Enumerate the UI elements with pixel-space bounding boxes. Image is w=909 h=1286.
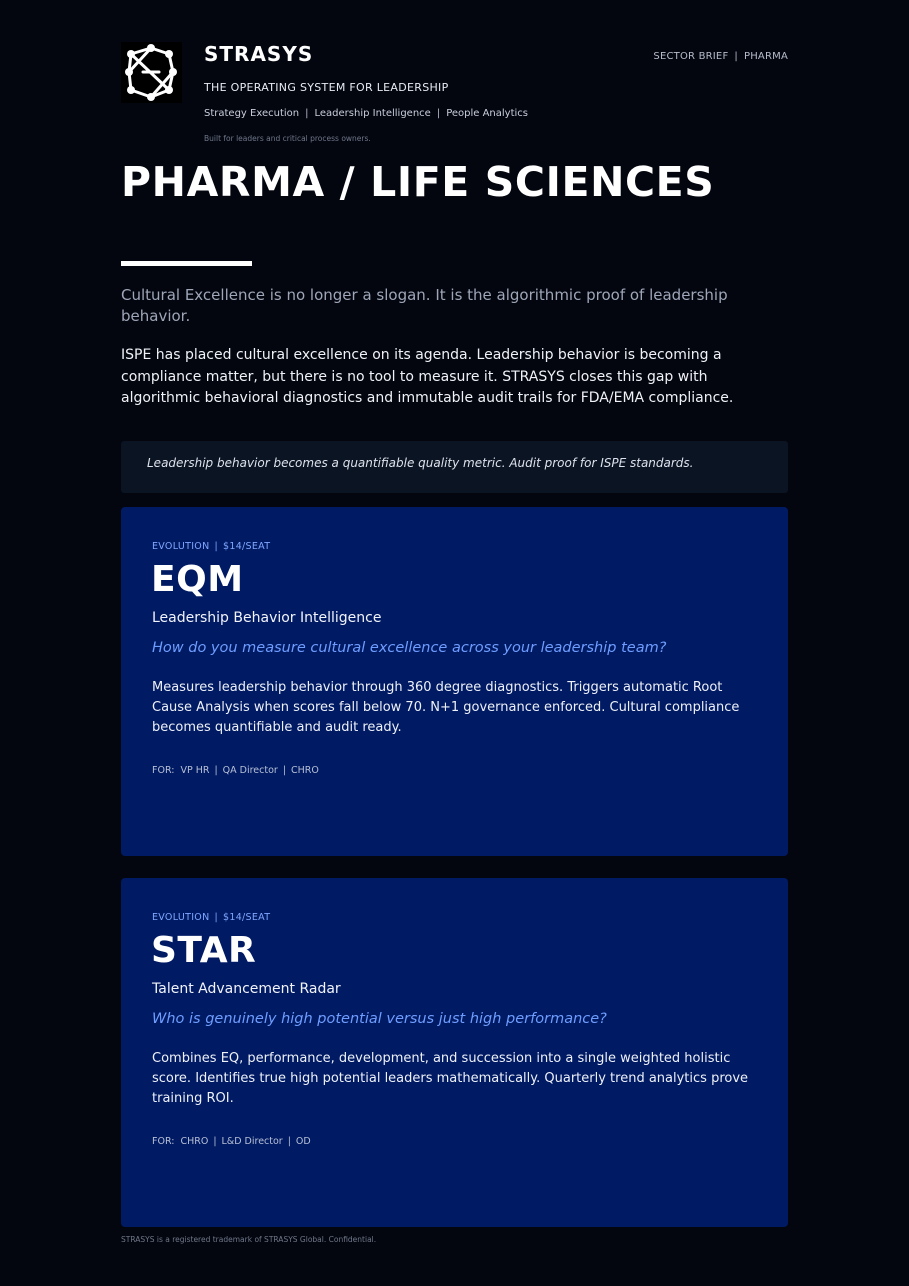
card-subtitle: Talent Advancement Radar bbox=[152, 981, 341, 997]
audience-item: QA Director bbox=[222, 765, 278, 776]
audience-item: OD bbox=[295, 1136, 311, 1147]
card-title: STAR bbox=[151, 930, 257, 971]
card-tier: EVOLUTION bbox=[152, 912, 210, 923]
separator: | bbox=[214, 541, 218, 552]
sector-value: PHARMA bbox=[743, 51, 788, 62]
separator: | bbox=[436, 108, 441, 119]
separator: | bbox=[214, 765, 218, 776]
card-title: EQM bbox=[151, 559, 244, 600]
card-tier: EVOLUTION bbox=[152, 541, 210, 552]
services-list bbox=[204, 108, 528, 119]
card-description: Measures leadership behavior through 360 degree diagnostics. Triggers automatic Root Cause Analysis when scores fall below 70. N+1 governance enforced. Cultural compliance becomes quantifiable and audit ready. bbox=[152, 680, 740, 735]
product-card-star bbox=[121, 878, 788, 1227]
audience-item: VP HR bbox=[180, 765, 210, 776]
body-paragraph: ISPE has placed cultural excellence on its agenda. Leadership behavior is becoming a compliance matter, but there is no tool to measure it. STRASYS closes this gap with algorithmic behavioral diagnostics and immutable audit trails for FDA/EMA compliance. bbox=[121, 347, 734, 406]
callout-box bbox=[121, 441, 788, 493]
card-description: Combines EQ, performance, development, and succession into a single weighted holistic score. Identifies true high potential leaders mathematically. Quarterly trend analytics prove training ROI. bbox=[152, 1051, 749, 1106]
card-price: $14/SEAT bbox=[223, 912, 271, 923]
separator: | bbox=[213, 1136, 217, 1147]
service-leadership-intelligence: Leadership Intelligence bbox=[314, 108, 431, 119]
brand-tagline: THE OPERATING SYSTEM FOR LEADERSHIP bbox=[204, 81, 449, 94]
lead-paragraph: Cultural Excellence is no longer a slogan. It is the algorithmic proof of leadership behavior. bbox=[121, 286, 728, 325]
sector-brief-label: SECTOR BRIEF bbox=[653, 51, 729, 62]
audience-label: FOR: bbox=[152, 1136, 175, 1147]
sector-label bbox=[653, 51, 788, 62]
card-audience bbox=[152, 765, 319, 776]
network-graph-icon bbox=[121, 42, 182, 103]
card-price: $14/SEAT bbox=[223, 541, 271, 552]
service-people-analytics: People Analytics bbox=[446, 108, 528, 119]
card-question: Who is genuinely high potential versus just high performance? bbox=[152, 1011, 607, 1027]
title-underline bbox=[121, 261, 252, 266]
page-title: PHARMA / LIFE SCIENCES bbox=[121, 158, 715, 206]
audience-item: CHRO bbox=[291, 765, 319, 776]
audience-item: CHRO bbox=[180, 1136, 209, 1147]
audience-item: L&D Director bbox=[221, 1136, 283, 1147]
card-eyebrow bbox=[152, 912, 270, 923]
product-card-eqm bbox=[121, 507, 788, 856]
separator: | bbox=[305, 108, 309, 119]
card-subtitle: Leadership Behavior Intelligence bbox=[152, 610, 382, 626]
audience-label: FOR: bbox=[152, 765, 175, 776]
separator: | bbox=[287, 1136, 291, 1147]
built-for-note: Built for leaders and critical process owners. bbox=[204, 134, 371, 143]
service-strategy-execution: Strategy Execution bbox=[204, 108, 300, 119]
footer-trademark: STRASYS is a registered trademark of STRASYS Global. Confidential. bbox=[121, 1235, 377, 1244]
separator: | bbox=[214, 912, 218, 923]
card-eyebrow bbox=[152, 541, 270, 552]
separator: | bbox=[734, 51, 738, 62]
separator: | bbox=[282, 765, 287, 776]
card-audience bbox=[152, 1136, 311, 1147]
brand-name: STRASYS bbox=[204, 42, 314, 66]
callout-text: Leadership behavior becomes a quantifiable quality metric. Audit proof for ISPE standards. bbox=[147, 456, 694, 470]
card-question: How do you measure cultural excellence across your leadership team? bbox=[152, 640, 667, 656]
strasys-logo bbox=[121, 42, 182, 103]
